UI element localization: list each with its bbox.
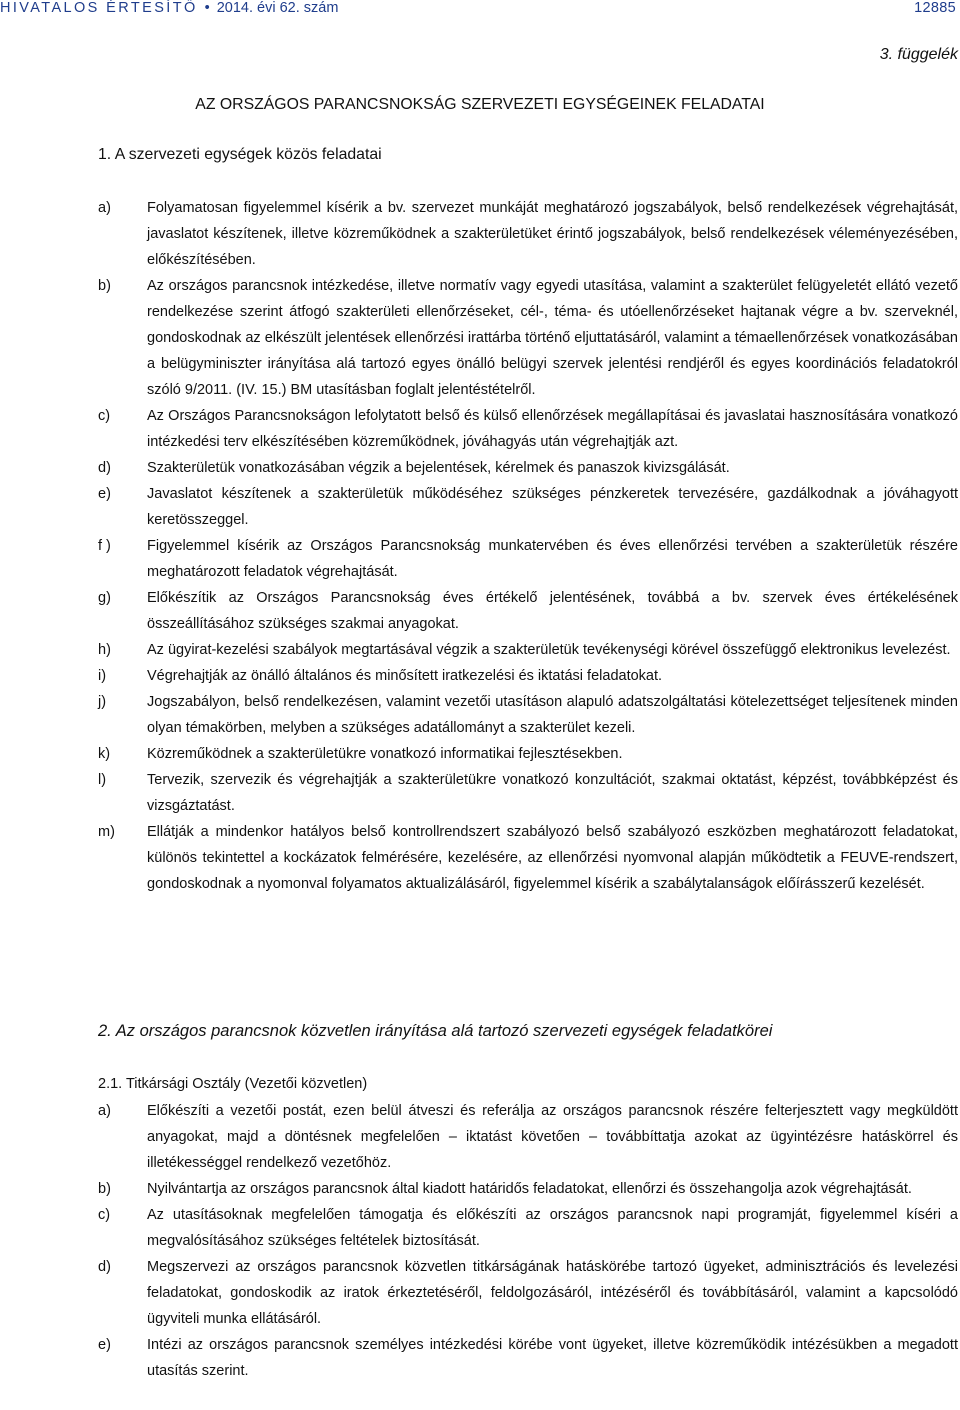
list-item xyxy=(98,195,958,273)
list-item-text: Tervezik, szervezik és végrehajtják a szakterületükre vonatkozó konzultációt, szakmai oktatást, képzést, továbbképzést és vizsgáztatást. xyxy=(147,772,958,814)
list-item-text: Ellátják a mindenkor hatályos belső kontrollrendszert szabályozó belső szabályozó eszközben meghatározott feladatokat, különös tekintettel a kockázatok felmérésére, kezelésére, az ellenőrzési nyomvonal alapján működtetik a FEUVE-rendszert, gondoskodnak a nyomonval folyamatos aktualizálásáról, figyelemmel kísérik a szabálytalanságok előírásszerű kezelését. xyxy=(147,824,958,892)
list-item-text: Nyilvántartja az országos parancsnok által kiadott határidős feladatokat, ellenőrzi és összehangolja azok végrehajtását. xyxy=(147,1181,912,1197)
list-item xyxy=(98,1254,958,1332)
document-title: AZ ORSZÁGOS PARANCSNOKSÁG SZERVEZETI EGYSÉGEINEK FELADATAI xyxy=(195,96,765,113)
list-item xyxy=(98,1098,958,1176)
list-item xyxy=(98,741,958,767)
list-item xyxy=(98,767,958,819)
section-2-title: 2. Az országos parancsnok közvetlen irányítása alá tartozó szervezeti egységek feladatkörei xyxy=(98,1022,773,1040)
list-item-text: Előkészítik az Országos Parancsnokság éves értékelő jelentésének, továbbá a bv. szervek éves értékelésének összeállításához szükséges szakmai anyagokat. xyxy=(147,590,958,632)
list-item-label: e) xyxy=(98,486,111,502)
list-item-label: c) xyxy=(98,1207,111,1223)
list-item-label: c) xyxy=(98,408,111,424)
list-item-text: Szakterületük vonatkozásában végzik a bejelentések, kérelmek és panaszok kivizsgálását. xyxy=(147,460,730,476)
list-item-label: f ) xyxy=(98,538,111,554)
section-1-list xyxy=(98,195,958,897)
list-item xyxy=(98,819,958,897)
section-2-list xyxy=(98,1098,958,1384)
list-item-label: a) xyxy=(98,1103,111,1119)
list-item xyxy=(98,455,958,481)
list-item-label: l) xyxy=(98,772,107,788)
list-item xyxy=(98,663,958,689)
list-item-text: Intézi az országos parancsnok személyes intézkedési körébe vont ügyeket, illetve közreműködik intézésükben a megadott utasítás szerint. xyxy=(147,1337,958,1379)
list-item-label: i) xyxy=(98,668,107,684)
appendix-label: 3. függelék xyxy=(879,46,958,63)
page-number: 12885 xyxy=(914,0,956,16)
journal-title: HIVATALOS ÉRTESÍTŐ xyxy=(0,0,198,16)
list-item-label: g) xyxy=(98,590,111,606)
list-item-label: b) xyxy=(98,1181,111,1197)
list-item-label: b) xyxy=(98,278,111,294)
section-1-title: 1. A szervezeti egységek közös feladatai xyxy=(98,146,382,163)
list-item-label: m) xyxy=(98,824,115,840)
header-bullet: • xyxy=(204,0,210,16)
list-item-text: Az országos parancsnok intézkedése, illetve normatív vagy egyedi utasítása, valamint a szakterület felügyeletét ellátó vezető rendelkezése szerint átfogó szakterületi ellenőrzéseket, cél-, téma- és utóellenőrzéseket hajtanak végre a bv. szerveknél, gondoskodnak az elkészült jelentések ellenőrzési irattárba történő eljuttatásáról, valamint a témaellenőrzések vonatkozásában a belügyminiszter irányítása alá tartozó egyes önálló belügyi szervek jelentési rendjéről és egyes koordinációs feladatokról szóló 9/2011. (IV. 15.) BM utasításban foglalt jelentéstételről. xyxy=(147,278,958,398)
journal-info xyxy=(0,0,338,16)
list-item-label: k) xyxy=(98,746,111,762)
list-item xyxy=(98,481,958,533)
list-item-label: h) xyxy=(98,642,111,658)
list-item xyxy=(98,585,958,637)
list-item xyxy=(98,637,958,663)
list-item-label: d) xyxy=(98,1259,111,1275)
list-item-text: Folyamatosan figyelemmel kísérik a bv. szervezet munkáját meghatározó jogszabályok, belső rendelkezések végrehajtását, javaslatot készítenek, illetve közreműködnek a szakterületüket érintő jogszabályok, belső rendelkezések véleményezésében, előkészítésében. xyxy=(147,200,958,268)
list-item xyxy=(98,1176,958,1202)
list-item xyxy=(98,1202,958,1254)
running-header xyxy=(0,0,958,18)
list-item-label: e) xyxy=(98,1337,111,1353)
list-item-text: Jogszabályon, belső rendelkezésen, valamint vezetői utasításon alapuló adatszolgáltatási kötelezettséget teljesítenek minden olyan témakörben, melyben a szükséges adatállományt a szakterület kezeli. xyxy=(147,694,958,736)
list-item-text: Végrehajtják az önálló általános és minősített iratkezelési és iktatási feladatokat. xyxy=(147,668,663,684)
subsection-2-1-title: 2.1. Titkársági Osztály (Vezetői közvetlen) xyxy=(98,1076,368,1092)
list-item-label: a) xyxy=(98,200,111,216)
list-item-text: Az Országos Parancsnokságon lefolytatott belső és külső ellenőrzések megállapításai és javaslatai hasznosítására vonatkozó intézkedési terv elkészítésében közreműködnek, jóváhagyás után végrehajtják azt. xyxy=(147,408,958,450)
list-item xyxy=(98,273,958,403)
list-item xyxy=(98,533,958,585)
issue-info: 2014. évi 62. szám xyxy=(216,0,339,16)
list-item-text: Közreműködnek a szakterületükre vonatkozó informatikai fejlesztésekben. xyxy=(147,746,623,762)
list-item xyxy=(98,403,958,455)
list-item-label: d) xyxy=(98,460,111,476)
list-item-text: Javaslatot készítenek a szakterületük működéséhez szükséges pénzkeretek tervezésére, gazdálkodnak a jóváhagyott keretösszeggel. xyxy=(147,486,958,528)
list-item xyxy=(98,1332,958,1384)
list-item xyxy=(98,689,958,741)
list-item-text: Előkészíti a vezetői postát, ezen belül átveszi és referálja az országos parancsnok részére felterjesztett vagy megküldött anyagokat, majd a döntésnek megfelelően – iktatást követően – továbbíttatja azokat az ügyintézésre hatáskörrel és illetékességgel rendelkező vezetőhöz. xyxy=(147,1103,958,1171)
list-item-label: j) xyxy=(98,694,107,710)
list-item-text: Megszervezi az országos parancsnok közvetlen titkárságának hatáskörébe tartozó ügyeket, adminisztrációs és levelezési feladatokat, gondoskodik az iratok érkeztetéséről, feldolgozásáról, intézéséről és továbbításáról, valamint a kapcsolódó ügyviteli munka ellátásáról. xyxy=(147,1259,958,1327)
list-item-text: Figyelemmel kísérik az Országos Parancsnokság munkatervében és éves ellenőrzési tervében a szakterületük részére meghatározott feladatok végrehajtását. xyxy=(147,538,958,580)
list-item-text: Az ügyirat-kezelési szabályok megtartásával végzik a szakterületük tevékenységi körével összefüggő elektronikus levelezést. xyxy=(147,642,951,658)
list-item-text: Az utasításoknak megfelelően támogatja és előkészíti az országos parancsnok napi programját, figyelemmel kíséri a megvalósításához szükséges feltételek biztosítását. xyxy=(147,1207,958,1249)
